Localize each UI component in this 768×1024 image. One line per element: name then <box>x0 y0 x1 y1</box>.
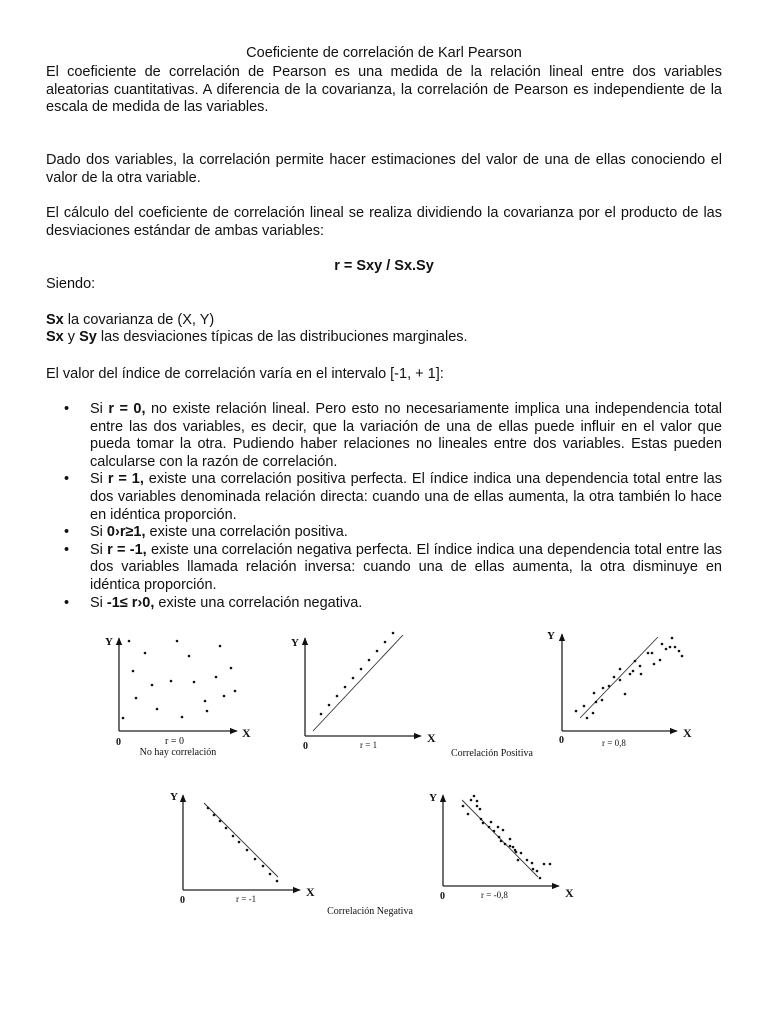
y-axis-label: Y <box>105 636 113 648</box>
symbol-sx: Sx <box>46 312 64 328</box>
scatter-perfect-negative <box>183 795 300 890</box>
data-point <box>193 681 196 684</box>
y-axis-label: Y <box>170 791 178 803</box>
data-point <box>246 849 249 852</box>
data-point <box>619 679 622 682</box>
list-item-r-minus-one: • Si r = -1, existe una correlación negativa perfecta. El índice indica una dependencia total entre las dos variables llamada relación inversa: cuando una de ellas aumenta, la otra disminuye en idéntica proporción. <box>46 542 722 595</box>
symbol-sx: Sx <box>46 329 64 345</box>
data-point <box>543 863 546 866</box>
trend-line <box>462 800 538 877</box>
data-point <box>181 716 184 719</box>
data-point <box>352 677 355 680</box>
r-value-label: r = -0,8 <box>481 890 508 900</box>
y-axis-label: Y <box>291 637 299 649</box>
data-point <box>512 846 515 849</box>
scatter-negative <box>443 795 559 886</box>
data-point <box>384 641 387 644</box>
data-point <box>254 858 257 861</box>
x-axis-label: X <box>242 726 251 740</box>
r-value-label: r = 1 <box>360 740 378 750</box>
r-value-label: r = 0 <box>165 736 184 747</box>
symbol-sy: Sy <box>79 329 97 345</box>
origin-label: 0 <box>440 891 445 902</box>
data-point <box>213 814 216 817</box>
data-point <box>206 710 209 713</box>
data-point <box>608 685 611 688</box>
list-item-r-zero: • Si r = 0, no existe relación lineal. Pero esto no necesariamente implica una independencia total entre las dos variables, es decir, que la variación de una de ellas puede influir en el valor que pueda tomar la otra. Pudiendo haber relaciones no lineales entre dos variables. Estas pueden calcularse con la razón de correlación. <box>46 401 722 471</box>
data-point <box>219 820 222 823</box>
data-point <box>170 680 173 683</box>
data-point <box>156 708 159 711</box>
data-point <box>128 640 131 643</box>
data-point <box>500 840 503 843</box>
data-point <box>151 684 154 687</box>
data-point <box>215 676 218 679</box>
list-item-r-one: • Si r = 1, existe una correlación positiva perfecta. El índice indica una dependencia total entre las dos variables denominada relación directa: cuando una de ellas aumenta, la otra también lo hace en idéntica proporción. <box>46 471 722 524</box>
data-point <box>619 668 622 671</box>
data-point <box>539 877 542 880</box>
siendo-label: Siendo: <box>46 276 96 292</box>
origin-label: 0 <box>180 895 185 906</box>
data-point <box>661 643 664 646</box>
x-axis-label: X <box>565 886 574 900</box>
data-point <box>462 805 465 808</box>
data-point <box>592 712 595 715</box>
caption-negative-correlation: Correlación Negativa <box>327 906 413 917</box>
page-title: Coeficiente de correlación de Karl Pearson <box>246 45 522 61</box>
data-point <box>671 637 674 640</box>
data-point <box>479 808 482 811</box>
data-point <box>504 843 507 846</box>
data-point <box>204 700 207 703</box>
data-point <box>629 673 632 676</box>
interval-text: El valor del índice de correlación varía en el intervalo [-1, + 1]: <box>46 366 444 382</box>
data-point <box>632 670 635 673</box>
definition-deviations: Sx y Sy las desviaciones típicas de las distribuciones marginales. <box>46 329 468 345</box>
data-point <box>490 821 493 824</box>
data-point <box>234 690 237 693</box>
data-point <box>549 863 552 866</box>
data-point <box>360 668 363 671</box>
data-point <box>269 873 272 876</box>
data-point <box>601 699 604 702</box>
data-point <box>595 701 598 704</box>
data-point <box>651 652 654 655</box>
data-point <box>488 826 491 829</box>
data-point <box>207 807 210 810</box>
data-point <box>665 648 668 651</box>
data-point <box>219 645 222 648</box>
data-point <box>669 646 672 649</box>
paragraph-calculation: El cálculo del coeficiente de correlación lineal se realiza dividiendo la covarianza por el producto de las desviaciones estándar de ambas variables: <box>46 205 722 239</box>
data-point <box>482 822 485 825</box>
data-point <box>225 827 228 830</box>
data-point <box>328 704 331 707</box>
data-point <box>238 841 241 844</box>
paragraph-intro: El coeficiente de correlación de Pearson es una medida de la relación lineal entre dos variables aleatorias cuantitativas. A diferencia de la covarianza, la correlación de Pearson es independiente de la escala de medida de las variables. <box>46 64 722 116</box>
data-point <box>517 859 520 862</box>
data-point <box>376 650 379 653</box>
scatter-perfect-positive <box>305 632 421 736</box>
y-axis-label: Y <box>429 792 437 804</box>
data-point <box>639 665 642 668</box>
data-point <box>276 880 279 883</box>
data-point <box>532 868 535 871</box>
data-point <box>674 646 677 649</box>
trend-line <box>580 637 658 718</box>
data-point <box>188 655 191 658</box>
scatter-no-correlation <box>119 638 237 731</box>
data-point <box>122 717 125 720</box>
data-point <box>515 851 518 854</box>
data-point <box>509 845 512 848</box>
data-point <box>593 692 596 695</box>
data-point <box>480 818 483 821</box>
data-point <box>602 687 605 690</box>
data-point <box>520 852 523 855</box>
data-point <box>681 655 684 658</box>
paragraph-estimation: Dado dos variables, la correlación permite hacer estimaciones del valor de una de ellas conociendo el valor de la otra variable. <box>46 152 722 186</box>
data-point <box>230 667 233 670</box>
data-point <box>344 686 347 689</box>
origin-label: 0 <box>303 741 308 752</box>
r-value-label: r = 0,8 <box>602 738 626 748</box>
data-point <box>262 865 265 868</box>
list-item-negative: • Si -1≤ r›0, existe una correlación negativa. <box>46 595 722 613</box>
data-point <box>476 805 479 808</box>
data-point <box>473 795 476 798</box>
pearson-formula: r = Sxy / Sx.Sy <box>334 258 434 274</box>
data-point <box>232 835 235 838</box>
trend-line <box>204 803 278 877</box>
y-axis-label: Y <box>547 630 555 642</box>
x-axis-label: X <box>306 885 315 899</box>
data-point <box>659 659 662 662</box>
data-point <box>368 659 371 662</box>
data-point <box>624 693 627 696</box>
data-point <box>336 695 339 698</box>
data-point <box>653 663 656 666</box>
data-point <box>497 826 500 829</box>
data-point <box>634 660 637 663</box>
origin-label: 0 <box>116 737 121 748</box>
data-point <box>531 862 534 865</box>
caption-no-correlation: No hay correlación <box>139 747 217 758</box>
caption-positive-correlation: Correlación Positiva <box>451 748 533 759</box>
trend-line <box>313 635 403 731</box>
list-item-positive: • Si 0›r≥1, existe una correlación positiva. <box>46 524 722 542</box>
scatter-positive <box>562 634 683 731</box>
data-point <box>647 652 650 655</box>
data-point <box>144 652 147 655</box>
origin-label: 0 <box>559 735 564 746</box>
data-point <box>586 717 589 720</box>
data-point <box>392 632 395 635</box>
data-point <box>613 676 616 679</box>
data-point <box>678 650 681 653</box>
data-point <box>320 713 323 716</box>
data-point <box>135 697 138 700</box>
data-point <box>467 813 470 816</box>
data-point <box>223 695 226 698</box>
data-point <box>476 800 479 803</box>
data-point <box>575 710 578 713</box>
data-point <box>498 836 501 839</box>
data-point <box>536 870 539 873</box>
data-point <box>470 799 473 802</box>
r-value-label: r = -1 <box>236 894 257 904</box>
data-point <box>583 705 586 708</box>
data-point <box>509 838 512 841</box>
data-point <box>493 830 496 833</box>
data-point <box>502 829 505 832</box>
data-point <box>132 670 135 673</box>
definition-covariance: Sx la covarianza de (X, Y) <box>46 312 215 328</box>
x-axis-label: X <box>427 731 436 745</box>
data-point <box>640 673 643 676</box>
data-point <box>526 859 529 862</box>
data-point <box>176 640 179 643</box>
x-axis-label: X <box>683 726 692 740</box>
